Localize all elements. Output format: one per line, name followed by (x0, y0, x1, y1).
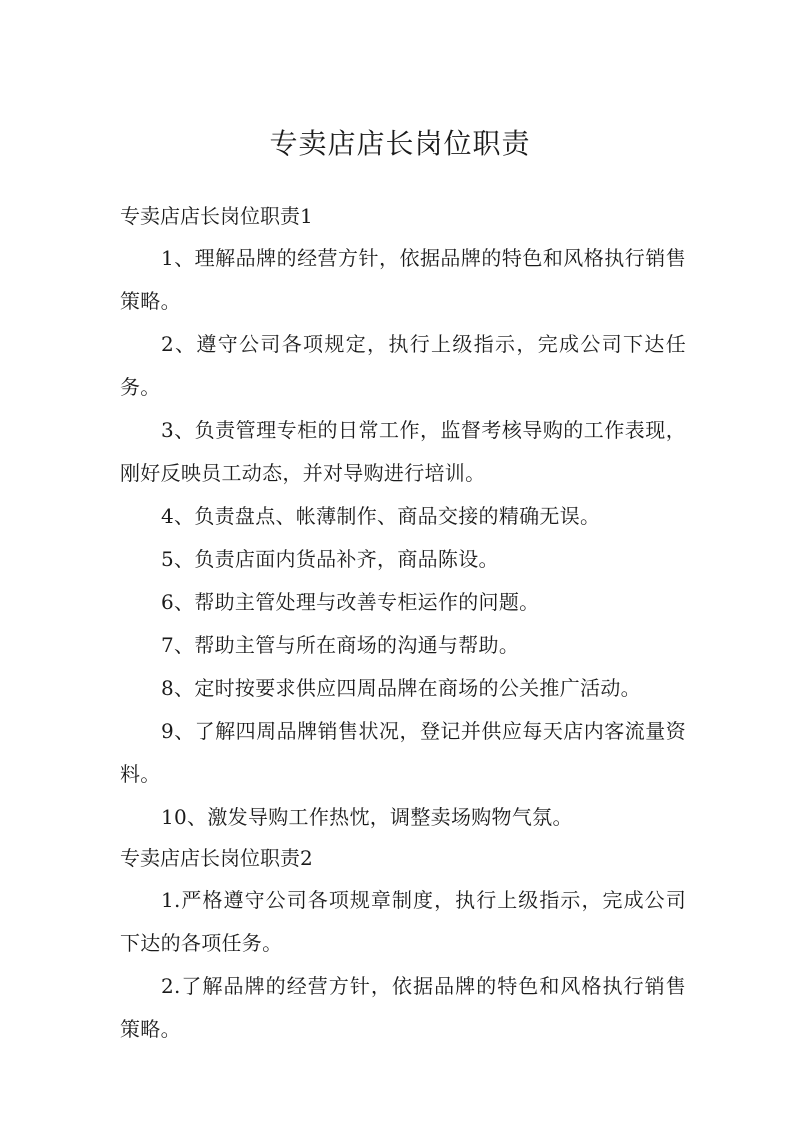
duty-item: 8、定时按要求供应四周品牌在商场的公关推广活动。 (161, 676, 641, 700)
document-title: 专卖店店长岗位职责 (269, 127, 531, 160)
duty-item: 1.严格遵守公司各项规章制度，执行上级指示，完成公司下达的各项任务。 (120, 888, 686, 955)
duty-item: 2、遵守公司各项规定，执行上级指示，完成公司下达任务。 (120, 332, 686, 399)
duty-item: 6、帮助主管处理与改善专柜运作的问题。 (161, 590, 540, 614)
section-heading: 专卖店店长岗位职责2 (120, 846, 313, 870)
duty-item: 3、负责管理专柜的日常工作，监督考核导购的工作表现，刚好反映员工动态，并对导购进行培训。 (120, 418, 686, 485)
duty-item: 1、理解品牌的经营方针，依据品牌的特色和风格执行销售策略。 (120, 246, 686, 313)
section-1 (120, 197, 686, 839)
duty-item: 5、负责店面内货品补齐，商品陈设。 (161, 547, 499, 571)
duty-item: 4、负责盘点、帐薄制作、商品交接的精确无误。 (161, 504, 601, 528)
duty-item: 10、激发导购工作热忱，调整卖场购物气氛。 (161, 805, 573, 829)
duty-item: 2.了解品牌的经营方针，依据品牌的特色和风格执行销售策略。 (120, 974, 686, 1041)
document-body (120, 197, 686, 1051)
section-heading: 专卖店店长岗位职责1 (120, 204, 313, 228)
duty-item: 7、帮助主管与所在商场的沟通与帮助。 (161, 633, 520, 657)
duty-item: 9、了解四周品牌销售状况，登记并供应每天店内客流量资料。 (120, 719, 686, 786)
section-2 (120, 839, 686, 1051)
